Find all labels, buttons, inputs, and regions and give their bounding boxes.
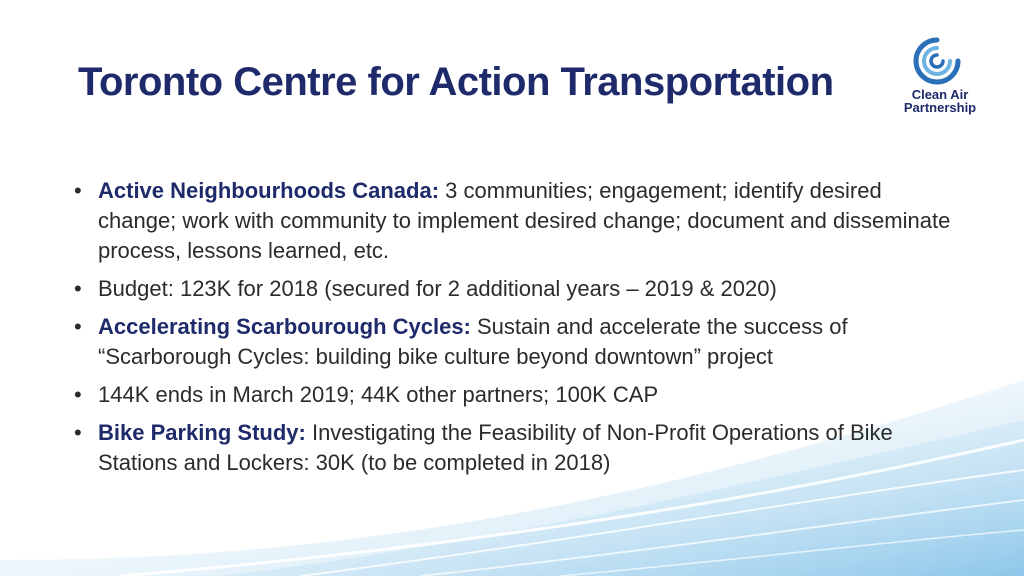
bullet-marker: • — [74, 420, 82, 445]
bullet-heading: Bike Parking Study: — [98, 420, 306, 445]
bullet-text: 144K ends in March 2019; 44K other partners; 100K CAP — [98, 382, 659, 407]
bullet-item — [72, 418, 952, 478]
clean-air-partnership-logo — [890, 36, 990, 126]
bullet-text: Sustain and accelerate the success of “Scarborough Cycles: building bike culture beyond downtown” project — [98, 314, 848, 369]
logo-line-1: Clean Air — [911, 87, 969, 102]
bullet-item — [72, 176, 952, 266]
bullet-marker: • — [74, 178, 82, 203]
bullet-text: Investigating the Feasibility of Non-Profit Operations of Bike Stations and Lockers: 30K (to be completed in 2018) — [98, 420, 893, 475]
bullet-list — [72, 176, 952, 486]
bullet-item — [72, 312, 952, 372]
logo-line-2: Partnership — [903, 100, 977, 115]
page-title: Toronto Centre for Action Transportation — [78, 60, 834, 104]
bullet-marker: • — [74, 382, 82, 407]
bullet-marker: • — [74, 276, 82, 301]
bullet-heading: Accelerating Scarbourough Cycles: — [98, 314, 471, 339]
bullet-heading: Active Neighbourhoods Canada: — [98, 178, 440, 203]
bullet-text: 3 communities; engagement; identify desired change; work with community to implement desired change; document and disseminate process, lessons learned, etc. — [98, 178, 951, 263]
swirl-icon — [912, 36, 962, 86]
bullet-item — [72, 274, 952, 304]
bullet-text: Budget: 123K for 2018 (secured for 2 additional years – 2019 & 2020) — [98, 276, 777, 301]
bullet-marker: • — [74, 314, 82, 339]
logo-text — [892, 88, 988, 114]
bullet-item — [72, 380, 952, 410]
